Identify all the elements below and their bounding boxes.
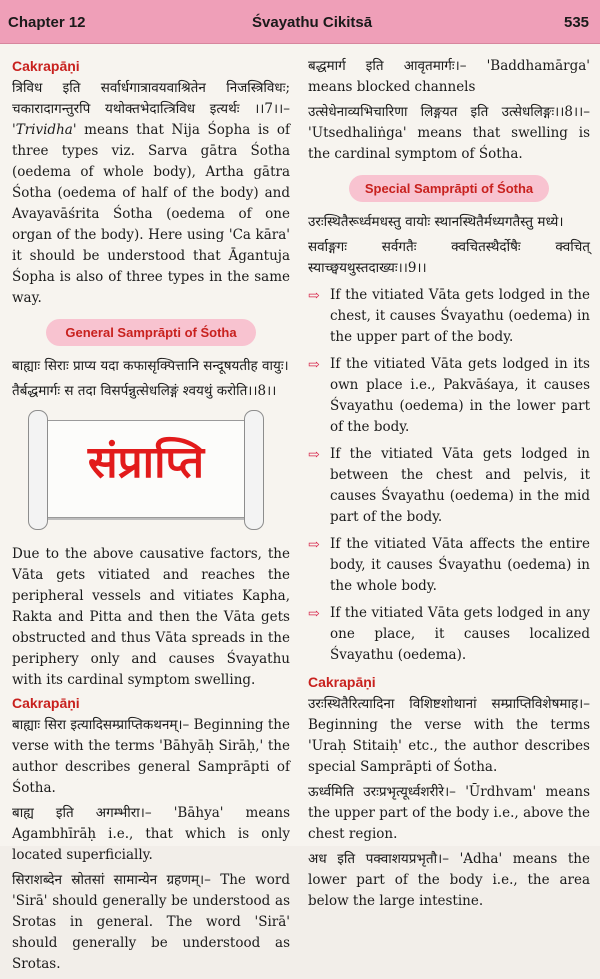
- verse-line: उरःस्थितैरूर्ध्वमधस्तु वायोः स्थानस्थितैर्मध्यगतैस्तु मध्ये।: [308, 214, 564, 230]
- paragraph: बाह्य इति अगम्भीरा।– 'Bāhya' means Agambhīrāḥ i.e., that which is only located superficially.: [12, 805, 290, 863]
- pill-heading: General Samprāpti of Śotha: [46, 319, 256, 346]
- term: 'Trividha': [12, 122, 77, 138]
- pill-heading: Special Samprāpti of Śotha: [349, 175, 549, 202]
- verse-line: तैर्बद्धमार्गः स तदा विसर्पन्नुत्सेधलिङ्गं श्वयथुं करोति।।8।।: [12, 383, 277, 399]
- verse-line: सर्वाङ्गगः सर्वगतैः क्वचितस्थैर्दोषैः क्वचित् स्याच्छ्वयथुस्तदाख्यः।।9।।: [308, 239, 590, 276]
- scroll-word: संप्राप्ति: [87, 437, 205, 488]
- bullet-list: [308, 285, 590, 666]
- bullet-item: ⇨ If the vitiated Vāta gets lodged in any one place, it causes localized Śvayathu (oedema).: [308, 605, 590, 663]
- section-heading: Cakrapāṇi: [12, 695, 80, 711]
- page-header: [0, 0, 600, 44]
- bullet-item: ⇨ If the vitiated Vāta gets lodged in between the chest and pelvis, it causes Śvayathu (oedema) in the mid part of the body.: [308, 446, 590, 525]
- chapter-title: Śvayathu Cikitsā: [252, 14, 373, 31]
- bullet-item: ⇨ If the vitiated Vāta gets lodged in the chest, it causes Śvayathu (oedema) in the upper part of the body.: [308, 287, 590, 345]
- chapter-label: Chapter 12: [8, 14, 86, 31]
- paragraph: Due to the above causative factors, the Vāta gets vitiated and reaches the peripheral vessels and vitiates Kapha, Rakta and Pitta and then the Vāta gets obstructed and thus Vāta spreads in the periphery only and causes Śvayathu with its cardinal symptom swelling.: [12, 546, 290, 688]
- arrow-icon: ⇨: [308, 447, 320, 463]
- bullet-item: ⇨ If the vitiated Vāta affects the entire body, it causes Śvayathu (oedema) in the whole body.: [308, 536, 590, 594]
- right-column: [308, 56, 590, 916]
- paragraph: बद्धमार्ग इति आवृतमार्गः।– 'Baddhamārga' means blocked channels: [308, 58, 590, 95]
- arrow-icon: ⇨: [308, 357, 320, 373]
- arrow-icon: ⇨: [308, 537, 320, 553]
- paragraph: सिराशब्देन स्रोतसां सामान्येन ग्रहणम्।– The word 'Sirā' should generally be understood as Srotas in general. The word 'Sirā' should generally be understood as Srotas.: [12, 872, 290, 972]
- sanskrit-text: त्रिविध इति सर्वार्धगात्रावयवाश्रितेन निजस्त्रिविधः; चकारादागन्तुरपि यथोक्तभेदात्त्रिविध इत्यर्थः ।।7।।–: [12, 80, 290, 117]
- paragraph: [12, 78, 290, 309]
- paragraph: बाह्याः सिरा इत्यादिसम्प्राप्तिकथनम्।– Beginning the verse with the terms 'Bāhyāḥ Sirāḥ,' the author describes general Samprāpti of Śotha.: [12, 717, 290, 796]
- paragraph: उरःस्थितैरित्यादिना विशिष्टशोथानां सम्प्राप्तिविशेषमाह।– Beginning the verse with the terms 'Uraḥ Stitaiḥ' etc., the author describes special Samprāpti of Śotha.: [308, 696, 590, 775]
- bullet-item: ⇨ If the vitiated Vāta gets lodged in its own place i.e., Pakvāśaya, it causes Śvayathu (oedema) in the lower part of the body.: [308, 356, 590, 435]
- arrow-icon: ⇨: [308, 606, 320, 622]
- section-heading: Cakrapāṇi: [308, 674, 376, 690]
- section-heading: Cakrapāṇi: [12, 58, 80, 74]
- arrow-icon: ⇨: [308, 288, 320, 304]
- paragraph: अध इति पक्वाशयप्रभृतौ।– 'Adha' means the lower part of the body i.e., the area below the large intestine.: [308, 851, 590, 909]
- scroll-illustration: [28, 410, 264, 530]
- body-text: means that Nija Śopha is of three types viz. Sarva gātra Śotha (oedema of whole body), Artha gātra Śotha (oedema of half of the body) and Avayavāśrita Śotha (oedema of one organ of the body). Here using 'Ca kāra' it should be understood that Āgantuja Śopha is also of three types in the same way.: [12, 122, 290, 306]
- paragraph: ऊर्ध्वमिति उरःप्रभृत्यूर्ध्वशरीरे।– 'Ūrdhvam' means the upper part of the body i.e., above the chest region.: [308, 784, 590, 842]
- left-column: [12, 56, 290, 979]
- page-number: 535: [564, 14, 590, 31]
- verse-line: बाह्याः सिराः प्राप्य यदा कफासृक्पित्तानि सन्दूषयतीह वायुः।: [12, 358, 289, 374]
- paragraph: उत्सेधेनाव्यभिचारिणा लिङ्गयत इति उत्सेधलिङ्गः।।8।।– 'Utsedhaliṅga' means that swelling is the cardinal symptom of Śotha.: [308, 104, 590, 162]
